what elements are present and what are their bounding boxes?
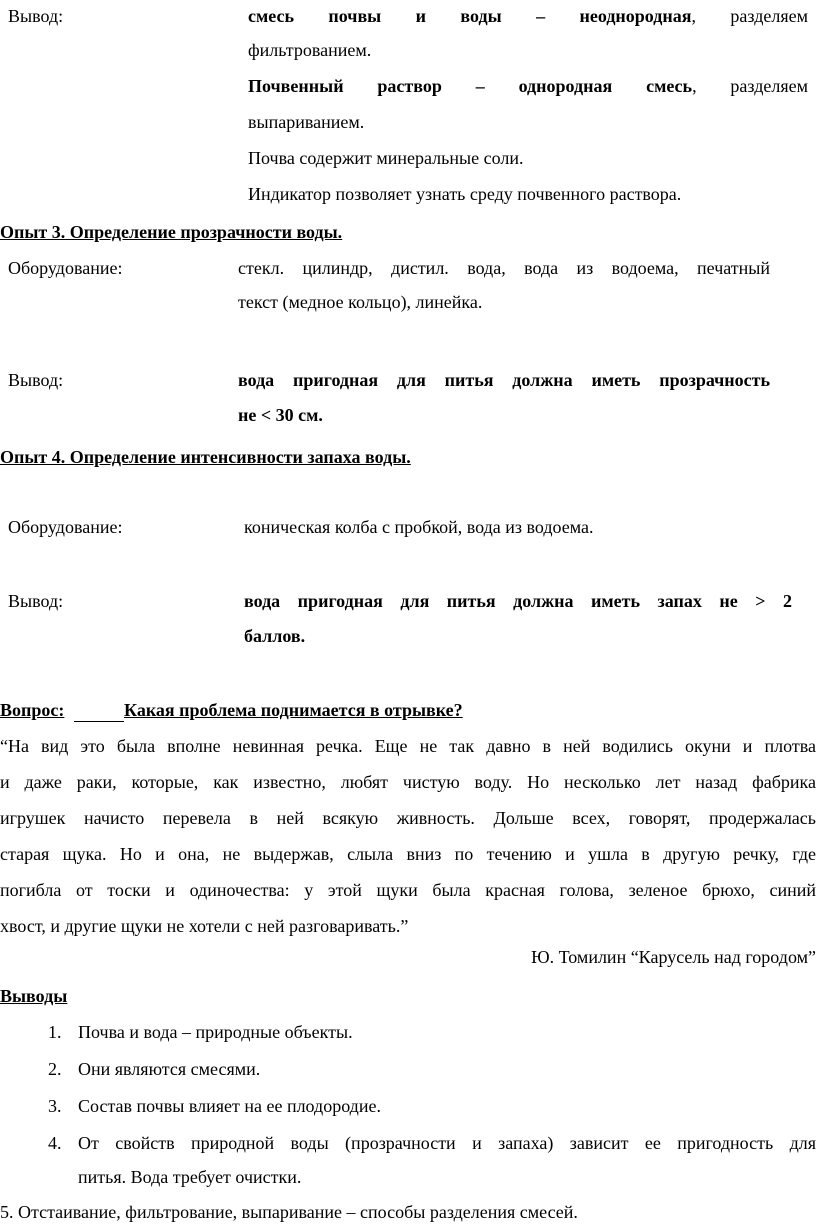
list-item-2-num: 2.	[48, 1059, 62, 1079]
list-item-1-text: Почва и вода – природные объекты.	[78, 1022, 353, 1042]
passage	[0, 728, 816, 944]
conclusions-heading: Выводы	[0, 986, 68, 1006]
list-item-2-text: Они являются смесями.	[78, 1059, 261, 1079]
exp3-equipment-line-2: текст (медное кольцо), линейка.	[238, 292, 483, 312]
exp4-equipment-label: Оборудование:	[8, 517, 123, 537]
passage-line: и даже раки, которые, как известно, любят чистую воду. Но несколько лет назад фабрика	[0, 772, 816, 792]
passage-line: хвост, и другие щуки не хотели с ней разговаривать.”	[0, 916, 409, 936]
attribution: Ю. Томилин “Карусель над городом”	[531, 947, 816, 967]
list-item-1-num: 1.	[48, 1022, 62, 1042]
list-item-4-num: 4.	[48, 1133, 62, 1153]
passage-line: погибла от тоски и одиночества: у этой щуки была красная голова, зеленое брюхо, синий	[0, 880, 816, 900]
exp2-line-1	[248, 6, 808, 27]
exp2-line-6: Индикатор позволяет узнать среду почвенного раствора.	[248, 184, 682, 204]
exp4-conclusion-label: Вывод:	[8, 591, 64, 611]
list-item-4-text: От свойств природной воды (прозрачности и запаха) зависит ее пригодность для	[78, 1133, 816, 1153]
list-item-4-text-cont: питья. Вода требует очистки.	[78, 1167, 302, 1187]
list-item-5: 5. Отстаивание, фильтрование, выпаривание – способы разделения смесей.	[0, 1202, 578, 1222]
exp3-conclusion-line-1: вода пригодная для питья должна иметь прозрачность	[238, 370, 770, 390]
exp2-line-4: выпариванием.	[248, 112, 365, 132]
exp2-line-2: фильтрованием.	[248, 40, 372, 60]
exp4-heading: Опыт 4. Определение интенсивности запаха воды.	[0, 447, 411, 467]
exp4-equipment-text: коническая колба с пробкой, вода из водоема.	[244, 517, 594, 537]
exp2-line-3-bold: Почвенный раствор – однородная смесь	[248, 76, 693, 96]
passage-line: “На вид это была вполне невинная речка. Еще не так давно в ней водились окуни и плотва	[0, 736, 816, 756]
list-item-3-text: Состав почвы влияет на ее плодородие.	[78, 1096, 381, 1116]
passage-line: игрушек начисто перевела в ней всякую живность. Дольше всех, говорят, продержалась	[0, 808, 816, 828]
exp4-conclusion-line-1: вода пригодная для питья должна иметь запах не > 2	[244, 591, 792, 611]
exp2-line-1-rest: , разделяем	[691, 6, 808, 26]
passage-line: старая щука. Но и она, не выдержав, слыла вниз по течению и ушла в другую речку, где	[0, 844, 816, 864]
exp3-equipment-label: Оборудование:	[8, 258, 123, 278]
exp3-equipment-line-1: стекл. цилиндр, дистил. вода, вода из водоема, печатный	[238, 258, 770, 278]
question-label: Вопрос:	[0, 700, 65, 720]
exp3-heading: Опыт 3. Определение прозрачности воды.	[0, 222, 343, 242]
exp2-line-5: Почва содержит минеральные соли.	[248, 148, 524, 168]
exp3-conclusion-line-2: не < 30 см.	[238, 405, 323, 425]
exp4-conclusion-line-2: баллов.	[244, 626, 306, 646]
list-item-3-num: 3.	[48, 1096, 62, 1116]
exp3-conclusion-label: Вывод:	[8, 370, 64, 390]
exp2-line-1-bold: смесь почвы и воды – неоднородная	[248, 6, 692, 26]
exp2-conclusion-label: Вывод:	[8, 6, 64, 26]
question-text: Какая проблема поднимается в отрывке?	[124, 700, 463, 720]
exp2-line-3-rest: , разделяем	[692, 76, 808, 96]
question-gap	[74, 700, 124, 722]
exp2-line-3	[248, 76, 808, 97]
